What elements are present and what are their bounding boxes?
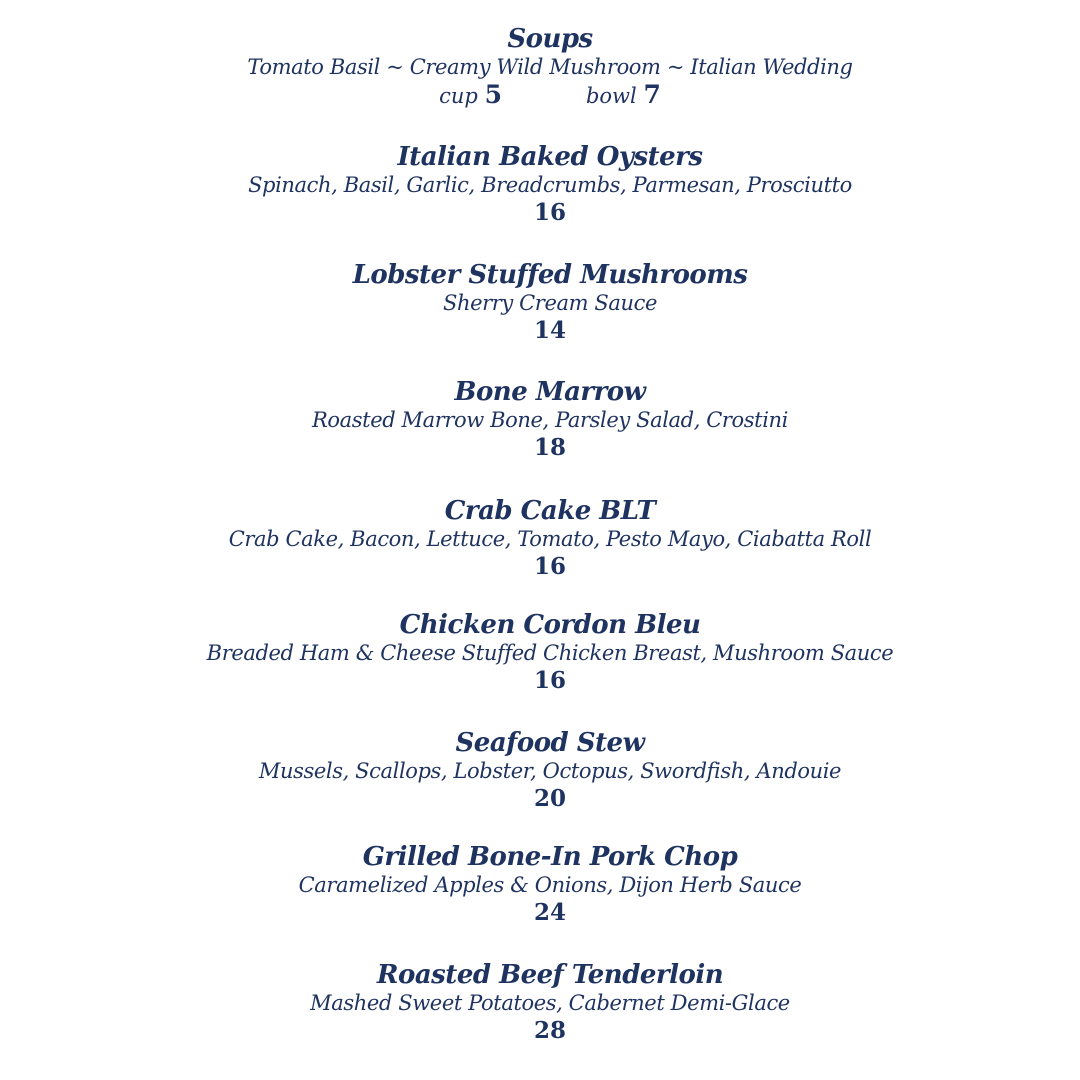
- menu-item-description: Breaded Ham & Cheese Stuffed Chicken Breast, Mushroom Sauce: [206, 641, 894, 665]
- menu-item-price: 16: [533, 667, 566, 694]
- menu-item-title: Italian Baked Oysters: [397, 142, 703, 172]
- menu-item-title: Seafood Stew: [455, 728, 645, 758]
- cup-price: 5: [484, 80, 502, 109]
- menu-item: [10, 728, 1080, 814]
- bowl-price: 7: [643, 80, 661, 109]
- menu-item: [10, 142, 1080, 228]
- menu-item: [10, 960, 1080, 1046]
- menu-item-description: Caramelized Apples & Onions, Dijon Herb Sauce: [298, 873, 802, 897]
- menu-item: [10, 842, 1080, 928]
- menu-item-title: Soups: [507, 24, 593, 54]
- menu-item-price: 18: [533, 434, 566, 461]
- menu-item-title: Bone Marrow: [454, 377, 646, 407]
- bowl-label: bowl: [585, 84, 637, 108]
- menu-item-description: Crab Cake, Bacon, Lettuce, Tomato, Pesto Mayo, Ciabatta Roll: [228, 527, 872, 551]
- menu-item: [10, 260, 1080, 346]
- menu-item: [10, 377, 1080, 463]
- menu-section-soups: [10, 24, 1080, 110]
- menu-item-description: Roasted Marrow Bone, Parsley Salad, Crostini: [312, 408, 788, 432]
- menu-item-price: 28: [533, 1017, 566, 1044]
- menu-item-title: Grilled Bone-In Pork Chop: [362, 842, 738, 872]
- menu-item-title: Roasted Beef Tenderloin: [376, 960, 724, 990]
- menu-item-description: Tomato Basil ~ Creamy Wild Mushroom ~ Italian Wedding: [247, 55, 853, 79]
- menu-item-price: 16: [533, 553, 566, 580]
- menu-item-price: 20: [533, 785, 566, 812]
- cup-label: cup: [439, 84, 478, 108]
- menu-item: [10, 496, 1080, 582]
- menu-item-description: Sherry Cream Sauce: [442, 291, 658, 315]
- menu-item-description: Mussels, Scallops, Lobster, Octopus, Swordfish, Andouie: [258, 759, 842, 783]
- menu-item-price: 14: [533, 317, 566, 344]
- menu-item-description: Spinach, Basil, Garlic, Breadcrumbs, Parmesan, Prosciutto: [248, 173, 852, 197]
- menu-item-title: Crab Cake BLT: [444, 496, 656, 526]
- menu-item-price: 24: [533, 899, 566, 926]
- soup-price-line: [10, 80, 1080, 110]
- menu-item-price: 16: [533, 199, 566, 226]
- menu-item-description: Mashed Sweet Potatoes, Cabernet Demi-Glace: [310, 991, 790, 1015]
- menu-item-title: Chicken Cordon Bleu: [399, 610, 701, 640]
- menu-item-title: Lobster Stuffed Mushrooms: [352, 260, 748, 290]
- menu-item: [10, 610, 1080, 696]
